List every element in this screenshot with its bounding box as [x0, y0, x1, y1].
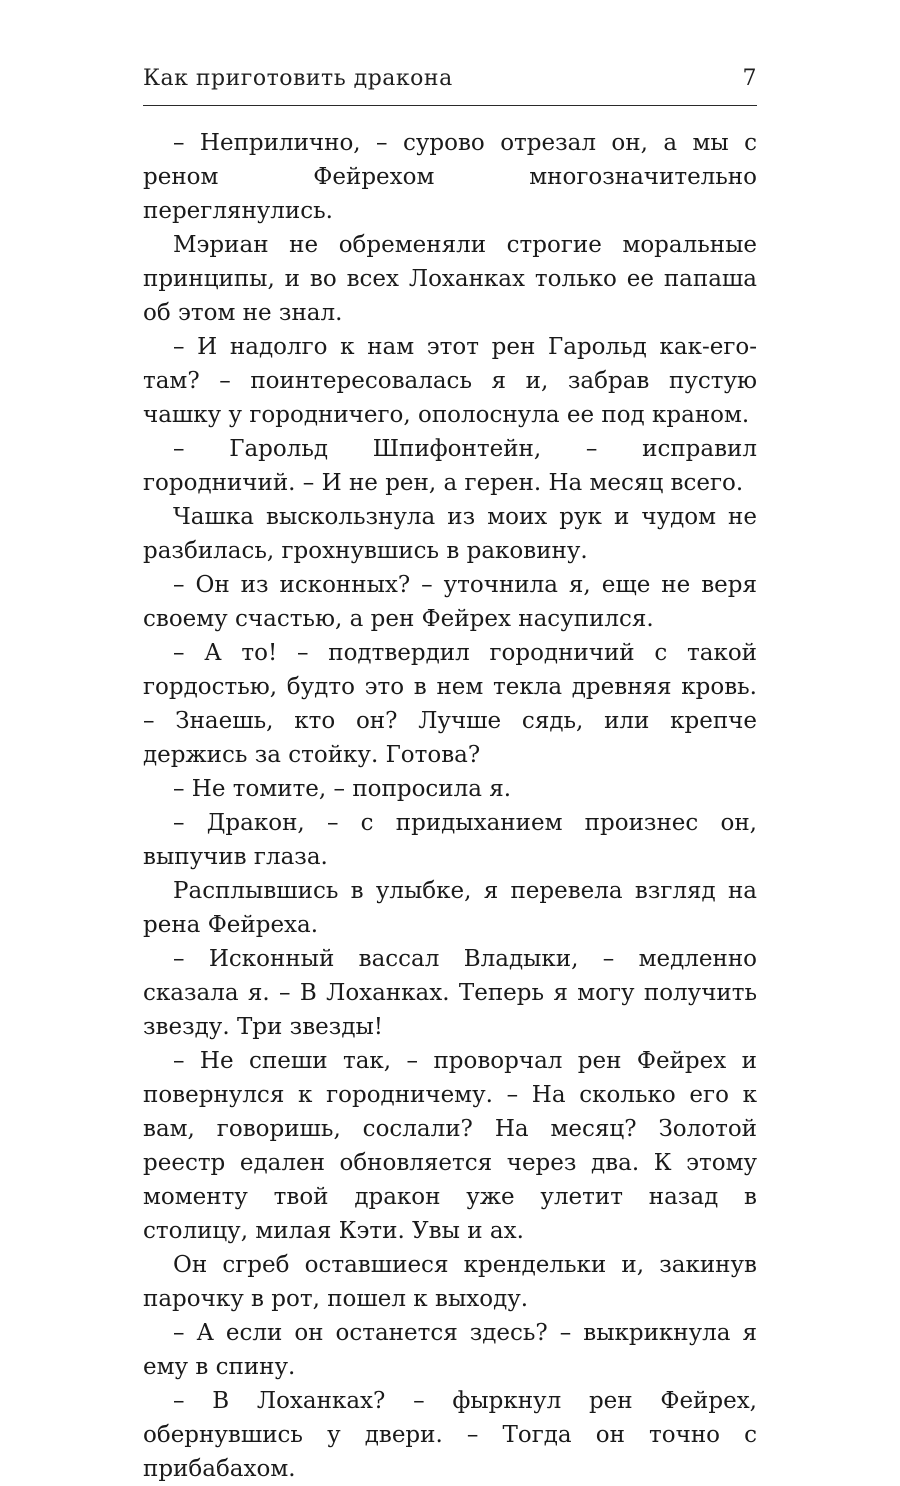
paragraph: – И надолго к нам этот рен Гарольд как-его-там? – поинтересовалась я и, забрав пустую чашку у городничего, ополоснула ее под краном. [143, 334, 757, 428]
paragraph: – Не спеши так, – проворчал рен Фейрех и повернулся к городничему. – На сколько его к вам, говоришь, сослали? На месяц? Золотой реестр едален обновляется через два. К этому моменту твой дракон уже улетит назад в столицу, милая Кэти. Увы и ах. [143, 1048, 757, 1244]
paragraph: – Гарольд Шпифонтейн, – исправил городничий. – И не рен, а герен. На месяц всего. [143, 436, 757, 496]
paragraph: – Неприлично, – сурово отрезал он, а мы с реном Фейрехом многозначительно переглянулись. [143, 130, 757, 224]
paragraph: – А то! – подтвердил городничий с такой гордостью, будто это в нем текла древняя кровь. – Знаешь, кто он? Лучше сядь, или крепче держись за стойку. Готова? [143, 640, 757, 768]
paragraph: Мэриан не обременяли строгие моральные принципы, и во всех Лоханках только ее папаша об этом не знал. [143, 232, 757, 326]
header-rule [143, 105, 757, 106]
paragraph: Чашка выскользнула из моих рук и чудом не разбилась, грохнувшись в раковину. [143, 504, 757, 564]
book-title: Как приготовить дракона [143, 66, 453, 91]
paragraph: – Он из исконных? – уточнила я, еще не веря своему счастью, а рен Фейрех насупился. [143, 572, 757, 632]
paragraph: Расплывшись в улыбке, я перевела взгляд на рена Фейреха. [143, 878, 757, 938]
paragraph: – В Лоханках? – фыркнул рен Фейрех, обернувшись у двери. – Тогда он точно с прибабахом. [143, 1388, 757, 1482]
body-text [143, 126, 757, 1486]
paragraph: – А если он останется здесь? – выкрикнула я ему в спину. [143, 1320, 757, 1380]
page-number: 7 [742, 66, 757, 91]
paragraph: – Исконный вассал Владыки, – медленно сказала я. – В Лоханках. Теперь я могу получить звезду. Три звезды! [143, 946, 757, 1040]
paragraph: – Не томите, – попросила я. [173, 776, 512, 802]
paragraph: – Дракон, – с придыханием произнес он, выпучив глаза. [143, 810, 757, 870]
running-header [143, 66, 757, 91]
paragraph: Он сгреб оставшиеся крендельки и, закинув парочку в рот, пошел к выходу. [143, 1252, 757, 1312]
